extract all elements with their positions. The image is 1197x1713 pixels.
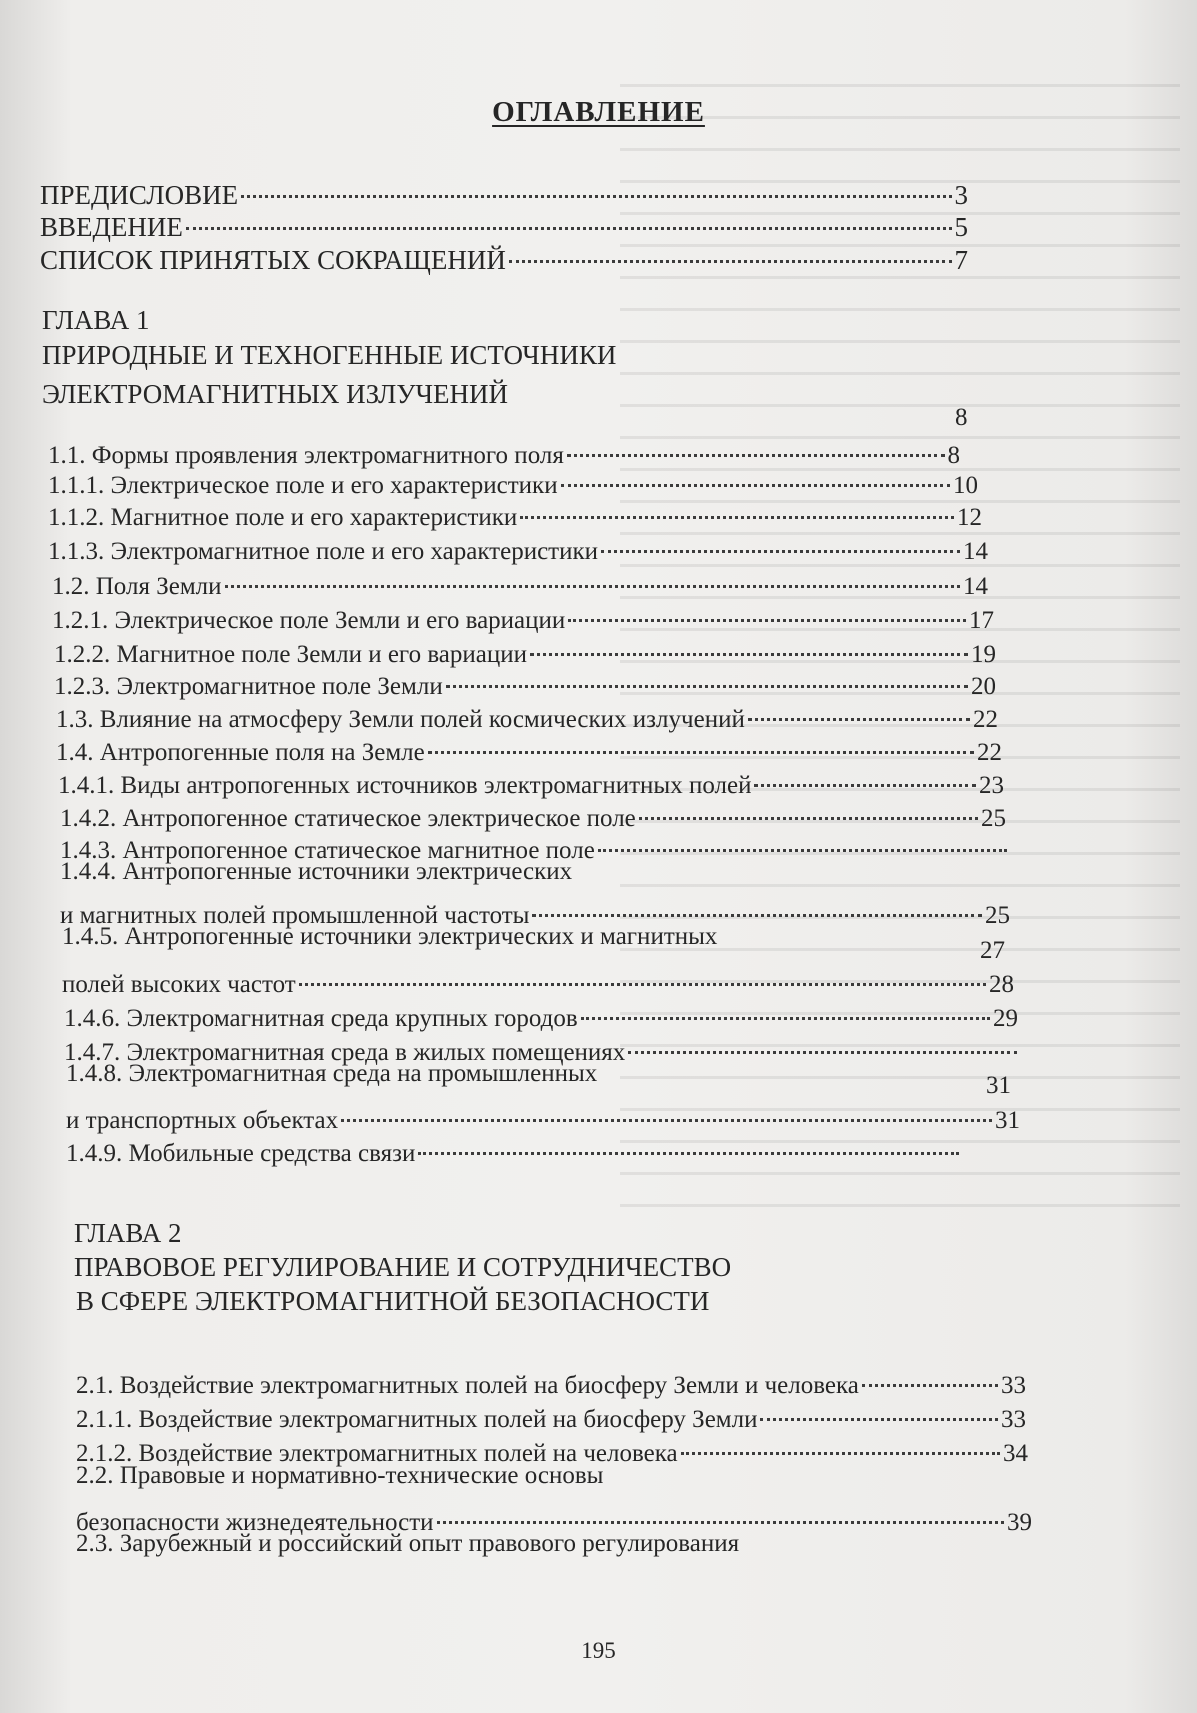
toc-entry-page: 8 bbox=[947, 442, 960, 469]
toc-entry[interactable] bbox=[76, 1497, 1032, 1536]
toc-entry-label-line-1: 1.4.5. Антропогенные источники электрических и магнитных bbox=[62, 923, 718, 950]
dot-leader bbox=[639, 787, 978, 820]
chapter-1-title-line-2[interactable] bbox=[42, 373, 974, 407]
dot-leader bbox=[511, 367, 971, 397]
toc-entry-page: 14 bbox=[963, 573, 988, 600]
toc-entry-page: 3 bbox=[954, 180, 968, 210]
toc-entry-label: 2.1.1. Воздействие электромагнитных полей на биосферу Земли bbox=[76, 1406, 758, 1433]
toc-entry-label: и магнитных полей промышленной частоты bbox=[60, 902, 530, 929]
toc-entry-label-line-1: 1.4.8. Электромагнитная среда на промышленных bbox=[66, 1060, 598, 1087]
toc-entry-abbreviations[interactable] bbox=[40, 236, 968, 275]
toc-entry-label: 1.1.2. Магнитное поле и его характеристики bbox=[48, 504, 518, 531]
toc-entry-page: 33 bbox=[1001, 1406, 1026, 1433]
dot-leader bbox=[509, 230, 952, 263]
chapter-1-title-page: 8 bbox=[955, 404, 968, 431]
toc-entry-label: 1.2. Поля Земли bbox=[52, 573, 222, 600]
toc-entry-label: ПРЕДИСЛОВИЕ bbox=[40, 180, 239, 210]
toc-entry-page: 31 bbox=[995, 1107, 1020, 1134]
toc-entry-page: 7 bbox=[954, 245, 968, 275]
dot-leader bbox=[568, 589, 966, 622]
toc-entry-page: 17 bbox=[969, 607, 994, 634]
dot-leader bbox=[520, 486, 954, 519]
toc-entry-label: 1.4.2. Антропогенное статическое электрическое поле bbox=[60, 805, 636, 832]
dot-leader bbox=[341, 1089, 992, 1122]
toc-entry-label: 1.1.3. Электромагнитное поле и его характеристики bbox=[48, 538, 599, 565]
toc-entry-page: 22 bbox=[973, 706, 998, 733]
toc-entry[interactable] bbox=[60, 825, 1010, 864]
dot-leader bbox=[754, 754, 976, 787]
toc-entry[interactable] bbox=[60, 890, 1010, 929]
toc-entry-page: 27 bbox=[980, 937, 1005, 964]
toc-entry-label: 1.4.1. Виды антропогенных источников электромагнитных полей bbox=[58, 772, 752, 799]
chapter-2-title-line-1: ПРАВОВОЕ РЕГУЛИРОВАНИЕ И СОТРУДНИЧЕСТВО bbox=[74, 1252, 732, 1282]
toc-entry-label: 2.3. Зарубежный и российский опыт правового регулирования bbox=[76, 1530, 740, 1557]
dot-leader bbox=[581, 987, 990, 1020]
dot-leader bbox=[241, 165, 951, 198]
toc-entry-label: ВВЕДЕНИЕ bbox=[40, 212, 183, 242]
toc-entry-label: СПИСОК ПРИНЯТЫХ СОКРАЩЕНИЙ bbox=[40, 245, 506, 275]
dot-leader bbox=[418, 1122, 959, 1155]
dot-leader bbox=[628, 1021, 1017, 1054]
toc-entry-page: 22 bbox=[977, 739, 1002, 766]
toc-entry-label: безопасности жизнедеятельности bbox=[76, 1509, 434, 1536]
toc-entry-page: 25 bbox=[981, 805, 1006, 832]
dot-leader bbox=[299, 953, 986, 986]
chapter-2-title-line-2: В СФЕРЕ ЭЛЕКТРОМАГНИТНОЙ БЕЗОПАСНОСТИ bbox=[76, 1286, 710, 1316]
dot-leader bbox=[748, 688, 970, 721]
toc-entry-label: полей высоких частот bbox=[62, 971, 296, 998]
toc-entry-label: 2.1. Воздействие электромагнитных полей на биосферу Земли и человека bbox=[76, 1372, 859, 1399]
toc-entry-page: 5 bbox=[954, 212, 968, 242]
toc-entry-page: 14 bbox=[963, 538, 988, 565]
chapter-1-title-line-1: ПРИРОДНЫЕ И ТЕХНОГЕННЫЕ ИСТОЧНИКИ bbox=[42, 340, 617, 370]
page-number: 195 bbox=[581, 1638, 616, 1663]
dot-leader bbox=[561, 454, 950, 487]
toc-entry-page: 12 bbox=[957, 504, 982, 531]
dot-leader bbox=[862, 1354, 998, 1387]
toc-entry-label: 1.2.3. Электромагнитное поле Земли bbox=[54, 673, 443, 700]
dot-leader bbox=[532, 884, 982, 917]
toc-entry[interactable] bbox=[76, 1428, 1028, 1467]
toc-title: ОГЛАВЛЕНИЕ bbox=[492, 96, 705, 128]
toc-entry-label: 1.4.3. Антропогенное статическое магнитное поле bbox=[60, 837, 595, 864]
toc-entry-label: 1.4.7. Электромагнитная среда в жилых помещениях bbox=[64, 1039, 626, 1066]
toc-entry-label-line-1: 2.2. Правовые и нормативно-технические основы bbox=[76, 1462, 604, 1489]
toc-entry-page: 33 bbox=[1001, 1372, 1026, 1399]
toc-entry-page: 39 bbox=[1007, 1509, 1032, 1536]
dot-leader bbox=[567, 424, 945, 457]
dot-leader bbox=[530, 623, 968, 656]
dot-leader bbox=[446, 655, 968, 688]
toc-entry-label: и транспортных объектах bbox=[66, 1107, 339, 1134]
toc-entry-label: 1.4.6. Электромагнитная среда крупных городов bbox=[64, 1005, 578, 1032]
toc-entry-page: 25 bbox=[985, 902, 1010, 929]
toc-entry-page: 23 bbox=[979, 772, 1004, 799]
toc-entry-label: 1.1.1. Электрическое поле и его характеристики bbox=[48, 472, 558, 499]
toc-entry-page: 20 bbox=[971, 673, 996, 700]
chapter-1-label: ГЛАВА 1 bbox=[42, 305, 150, 335]
toc-entry-label: 2.1.2. Воздействие электромагнитных полей на человека bbox=[76, 1440, 678, 1467]
toc-entry-page: 19 bbox=[971, 641, 996, 668]
toc-entry[interactable] bbox=[66, 1128, 962, 1167]
chapter-2-label: ГЛАВА 2 bbox=[74, 1218, 182, 1248]
toc-entry-label: ЭЛЕКТРОМАГНИТНЫХ ИЗЛУЧЕНИЙ bbox=[42, 379, 508, 409]
dot-leader bbox=[437, 1491, 1004, 1524]
toc-entry-page: 31 bbox=[986, 1072, 1011, 1099]
toc-entry-label: 1.4. Антропогенные поля на Земле bbox=[56, 739, 425, 766]
toc-entry-page: 34 bbox=[1003, 1440, 1028, 1467]
toc-entry-page: 28 bbox=[989, 971, 1014, 998]
toc-entry-label: 1.2.1. Электрическое поле Земли и его вариации bbox=[52, 607, 566, 634]
toc-entry-label: 1.3. Влияние на атмосферу Земли полей космических излучений bbox=[56, 706, 745, 733]
toc-entry-page: 29 bbox=[993, 1005, 1018, 1032]
dot-leader bbox=[681, 1422, 1000, 1455]
toc-entry-label: 1.4.9. Мобильные средства связи bbox=[66, 1140, 416, 1167]
toc-entry-label: 1.2.2. Магнитное поле Земли и его вариации bbox=[54, 641, 527, 668]
toc-entry-label: 1.1. Формы проявления электромагнитного поля bbox=[48, 442, 564, 469]
dot-leader bbox=[186, 197, 952, 230]
toc-entry-label-line-1: 1.4.4. Антропогенные источники электрических bbox=[60, 858, 573, 885]
dot-leader bbox=[428, 721, 974, 754]
dot-leader bbox=[598, 819, 1007, 852]
dot-leader bbox=[760, 1388, 998, 1421]
toc-entry-page: 10 bbox=[953, 472, 978, 499]
dot-leader bbox=[601, 520, 960, 553]
dot-leader bbox=[225, 555, 961, 588]
toc-entry[interactable] bbox=[64, 1027, 1020, 1066]
